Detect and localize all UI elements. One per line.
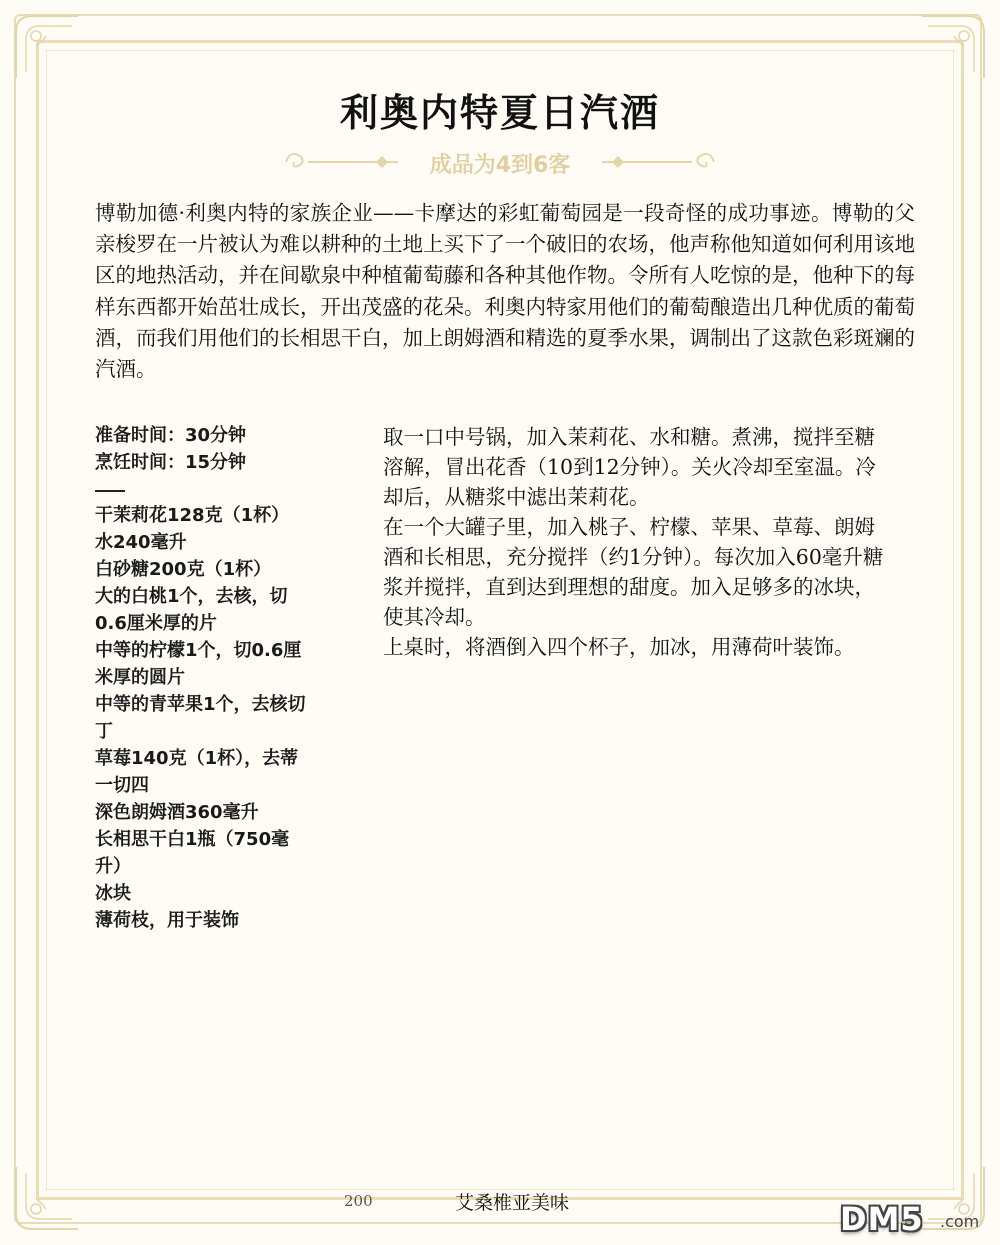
instruction-step: 上桌时，将酒倒入四个杯子，加冰，用薄荷叶装饰。	[383, 635, 855, 659]
time-info	[95, 422, 345, 502]
ingredient-item: 白砂糖200克（1杯）	[95, 559, 272, 580]
recipe-title: 利奥内特夏日汽酒	[339, 90, 660, 135]
divider	[95, 490, 125, 492]
cook-time: 烹饪时间：15分钟	[95, 452, 247, 473]
ingredient-item: 长相思干白1瓶（750毫升）	[95, 829, 290, 877]
ingredient-item: 中等的柠檬1个，切0.6厘米厚的圆片	[95, 640, 302, 688]
book-title: 艾桑椎亚美味	[455, 1192, 570, 1214]
ingredient-item: 冰块	[95, 883, 131, 904]
ingredient-item: 水240毫升	[95, 532, 187, 553]
site-watermark	[840, 1200, 990, 1240]
ingredient-item: 中等的青苹果1个，去核切丁	[95, 694, 306, 742]
watermark-domain: .com	[940, 1212, 980, 1231]
watermark-logo: DM5	[840, 1200, 924, 1238]
ingredient-item: 草莓140克（1杯），去蒂一切四	[95, 748, 299, 796]
ingredient-item: 大的白桃1个，去核，切0.6厘米厚的片	[95, 586, 288, 634]
ingredient-item: 深色朗姆酒360毫升	[95, 802, 259, 823]
ingredient-item: 干茉莉花128克（1杯）	[95, 505, 290, 526]
instruction-step: 在一个大罐子里，加入桃子、柠檬、苹果、草莓、朗姆酒和长相思，充分搅拌（约1分钟）。每次加入60毫升糖浆并搅拌，直到达到理想的甜度。加入足够多的冰块，使其冷却。	[383, 515, 884, 629]
corner-ornament-icon	[918, 12, 988, 82]
corner-ornament-icon	[12, 12, 82, 82]
servings-text: 成品为4到6客	[429, 153, 571, 178]
prep-time: 准备时间：30分钟	[95, 425, 247, 446]
instructions	[383, 422, 893, 662]
instruction-step: 取一口中号锅，加入茉莉花、水和糖。煮沸，搅拌至糖溶解，冒出花香（10到12分钟）。关火冷却至室温。冷却后，从糖浆中滤出茉莉花。	[383, 425, 876, 509]
page-number: 200	[344, 1192, 373, 1210]
ingredient-list	[95, 502, 315, 934]
intro-paragraph: 博勒加德·利奥内特的家族企业——卡摩达的彩虹葡萄园是一段奇怪的成功事迹。博勒的父亲梭罗在一片被认为难以耕种的土地上买下了一个破旧的农场，他声称他知道如何利用该地区的地热活动，并在间歇泉中种植葡萄藤和各种其他作物。令所有人吃惊的是，他种下的每样东西都开始茁壮成长，开出茂盛的花朵。利奥内特家用他们的葡萄酿造出几种优质的葡萄酒，而我们用他们的长相思干白，加上朗姆酒和精选的夏季水果，调制出了这款色彩斑斓的汽酒。	[95, 201, 915, 382]
ingredient-item: 薄荷枝，用于装饰	[95, 910, 239, 931]
servings-banner	[278, 142, 722, 182]
